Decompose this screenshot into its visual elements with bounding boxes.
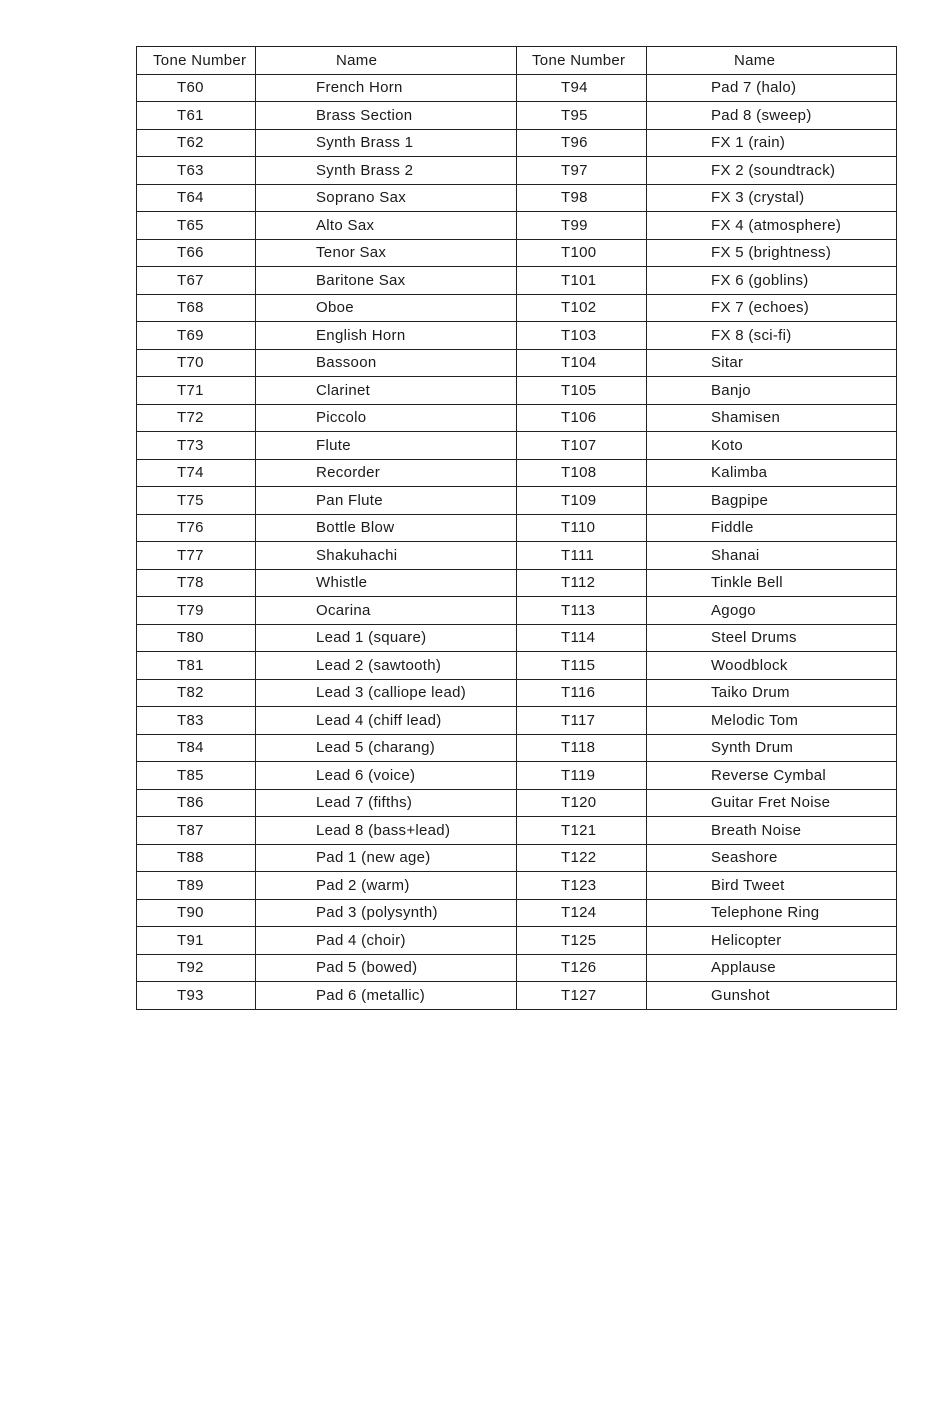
table-row [137, 377, 897, 405]
tone-number-left: T64 [137, 184, 256, 212]
table-row [137, 789, 897, 817]
tone-name-left: Lead 6 (voice) [256, 762, 517, 790]
tone-name-right: Gunshot [647, 982, 897, 1010]
tone-number-left: T78 [137, 569, 256, 597]
table-row [137, 707, 897, 735]
tone-name-left: Lead 4 (chiff lead) [256, 707, 517, 735]
table-row [137, 734, 897, 762]
tone-name-right: FX 5 (brightness) [647, 239, 897, 267]
tone-name-right: FX 3 (crystal) [647, 184, 897, 212]
tone-number-right: T101 [517, 267, 647, 295]
tone-number-left: T92 [137, 954, 256, 982]
tone-name-right: Pad 7 (halo) [647, 74, 897, 102]
tone-name-left: Pad 4 (choir) [256, 927, 517, 955]
tone-number-left: T85 [137, 762, 256, 790]
tone-number-right: T110 [517, 514, 647, 542]
tone-number-right: T99 [517, 212, 647, 240]
tone-name-right: FX 6 (goblins) [647, 267, 897, 295]
table-row [137, 74, 897, 102]
table-body [137, 74, 897, 1009]
tone-number-right: T123 [517, 872, 647, 900]
tone-number-right: T121 [517, 817, 647, 845]
table-row [137, 762, 897, 790]
tone-number-left: T82 [137, 679, 256, 707]
tone-name-left: Oboe [256, 294, 517, 322]
tone-name-left: Lead 5 (charang) [256, 734, 517, 762]
table-row [137, 184, 897, 212]
tone-number-right: T111 [517, 542, 647, 570]
table-row [137, 817, 897, 845]
tone-name-right: Shamisen [647, 404, 897, 432]
tone-name-left: Pad 2 (warm) [256, 872, 517, 900]
tone-name-left: Recorder [256, 459, 517, 487]
tone-name-left: Piccolo [256, 404, 517, 432]
tone-number-right: T113 [517, 597, 647, 625]
tone-name-right: Reverse Cymbal [647, 762, 897, 790]
table-row [137, 927, 897, 955]
tone-number-right: T97 [517, 157, 647, 185]
tone-name-right: Steel Drums [647, 624, 897, 652]
header-name-right: Name [647, 47, 897, 75]
table-header [137, 47, 897, 75]
tone-name-left: Tenor Sax [256, 239, 517, 267]
header-tone-number-left: Tone Number [137, 47, 256, 75]
table-row [137, 459, 897, 487]
tone-name-left: Bassoon [256, 349, 517, 377]
table-row [137, 514, 897, 542]
tone-number-left: T93 [137, 982, 256, 1010]
tone-name-right: FX 7 (echoes) [647, 294, 897, 322]
tone-number-right: T115 [517, 652, 647, 680]
tone-name-left: Synth Brass 2 [256, 157, 517, 185]
tone-name-left: Pad 1 (new age) [256, 844, 517, 872]
tone-number-left: T71 [137, 377, 256, 405]
tone-number-left: T84 [137, 734, 256, 762]
tone-number-left: T88 [137, 844, 256, 872]
tone-number-right: T122 [517, 844, 647, 872]
table-row [137, 624, 897, 652]
table-row [137, 102, 897, 130]
tone-number-left: T89 [137, 872, 256, 900]
tone-name-right: Banjo [647, 377, 897, 405]
tone-name-left: Whistle [256, 569, 517, 597]
tone-number-right: T114 [517, 624, 647, 652]
table-row [137, 899, 897, 927]
tone-number-left: T66 [137, 239, 256, 267]
tone-name-left: Lead 7 (fifths) [256, 789, 517, 817]
tone-number-right: T98 [517, 184, 647, 212]
header-tone-number-right: Tone Number [517, 47, 647, 75]
tone-number-right: T94 [517, 74, 647, 102]
tone-name-right: FX 8 (sci-fi) [647, 322, 897, 350]
table-row [137, 432, 897, 460]
table-row [137, 294, 897, 322]
tone-number-right: T116 [517, 679, 647, 707]
tone-name-right: FX 4 (atmosphere) [647, 212, 897, 240]
tone-number-right: T108 [517, 459, 647, 487]
tone-name-right: Agogo [647, 597, 897, 625]
table-row [137, 679, 897, 707]
table-row [137, 844, 897, 872]
table-row [137, 212, 897, 240]
tone-name-right: Telephone Ring [647, 899, 897, 927]
tone-name-right: Tinkle Bell [647, 569, 897, 597]
tone-name-left: Soprano Sax [256, 184, 517, 212]
tone-number-right: T119 [517, 762, 647, 790]
tone-number-left: T91 [137, 927, 256, 955]
tone-number-right: T106 [517, 404, 647, 432]
tone-name-right: Fiddle [647, 514, 897, 542]
tone-name-right: Bagpipe [647, 487, 897, 515]
tone-name-right: Koto [647, 432, 897, 460]
table-row [137, 129, 897, 157]
tone-number-right: T118 [517, 734, 647, 762]
tone-name-right: Breath Noise [647, 817, 897, 845]
tone-number-left: T60 [137, 74, 256, 102]
tone-number-right: T125 [517, 927, 647, 955]
tone-name-left: Alto Sax [256, 212, 517, 240]
tone-number-right: T127 [517, 982, 647, 1010]
tone-name-left: Pad 3 (polysynth) [256, 899, 517, 927]
tone-name-right: Kalimba [647, 459, 897, 487]
tone-name-left: Lead 3 (calliope lead) [256, 679, 517, 707]
tone-name-left: Shakuhachi [256, 542, 517, 570]
tone-number-left: T83 [137, 707, 256, 735]
table-row [137, 542, 897, 570]
tone-name-left: Synth Brass 1 [256, 129, 517, 157]
table-row [137, 157, 897, 185]
tone-name-left: Flute [256, 432, 517, 460]
tone-name-right: Melodic Tom [647, 707, 897, 735]
table-row [137, 982, 897, 1010]
tone-number-left: T79 [137, 597, 256, 625]
tone-name-left: Ocarina [256, 597, 517, 625]
tone-table [136, 46, 897, 1010]
tone-number-left: T68 [137, 294, 256, 322]
tone-name-right: Helicopter [647, 927, 897, 955]
table-row [137, 239, 897, 267]
table-row [137, 404, 897, 432]
tone-number-right: T96 [517, 129, 647, 157]
table-row [137, 487, 897, 515]
tone-number-right: T100 [517, 239, 647, 267]
tone-number-right: T124 [517, 899, 647, 927]
tone-name-left: Baritone Sax [256, 267, 517, 295]
tone-number-left: T76 [137, 514, 256, 542]
tone-number-right: T107 [517, 432, 647, 460]
tone-name-left: Brass Section [256, 102, 517, 130]
tone-number-right: T112 [517, 569, 647, 597]
tone-name-left: French Horn [256, 74, 517, 102]
tone-name-right: Woodblock [647, 652, 897, 680]
tone-number-right: T104 [517, 349, 647, 377]
tone-name-left: Lead 1 (square) [256, 624, 517, 652]
tone-number-left: T90 [137, 899, 256, 927]
tone-number-right: T105 [517, 377, 647, 405]
tone-name-left: Pad 5 (bowed) [256, 954, 517, 982]
tone-number-left: T87 [137, 817, 256, 845]
tone-number-right: T103 [517, 322, 647, 350]
tone-number-right: T95 [517, 102, 647, 130]
tone-number-left: T80 [137, 624, 256, 652]
tone-name-right: FX 2 (soundtrack) [647, 157, 897, 185]
tone-number-right: T109 [517, 487, 647, 515]
tone-number-left: T61 [137, 102, 256, 130]
tone-name-right: Taiko Drum [647, 679, 897, 707]
tone-name-right: Synth Drum [647, 734, 897, 762]
table-row [137, 349, 897, 377]
tone-number-left: T70 [137, 349, 256, 377]
tone-name-right: Shanai [647, 542, 897, 570]
tone-number-left: T72 [137, 404, 256, 432]
tone-number-left: T81 [137, 652, 256, 680]
tone-name-right: Applause [647, 954, 897, 982]
tone-name-right: Sitar [647, 349, 897, 377]
tone-name-right: Guitar Fret Noise [647, 789, 897, 817]
tone-number-left: T73 [137, 432, 256, 460]
header-name-left: Name [256, 47, 517, 75]
tone-name-left: Bottle Blow [256, 514, 517, 542]
table-row [137, 954, 897, 982]
header-row [137, 47, 897, 75]
table-row [137, 597, 897, 625]
tone-number-right: T126 [517, 954, 647, 982]
tone-name-left: Clarinet [256, 377, 517, 405]
tone-number-left: T74 [137, 459, 256, 487]
tone-name-left: English Horn [256, 322, 517, 350]
tone-number-right: T117 [517, 707, 647, 735]
tone-number-right: T120 [517, 789, 647, 817]
tone-number-left: T86 [137, 789, 256, 817]
tone-number-left: T62 [137, 129, 256, 157]
tone-number-right: T102 [517, 294, 647, 322]
tone-number-left: T65 [137, 212, 256, 240]
tone-name-left: Lead 2 (sawtooth) [256, 652, 517, 680]
table-row [137, 267, 897, 295]
table-row [137, 569, 897, 597]
table-row [137, 652, 897, 680]
tone-number-left: T77 [137, 542, 256, 570]
table-row [137, 322, 897, 350]
tone-name-left: Pad 6 (metallic) [256, 982, 517, 1010]
tone-number-left: T67 [137, 267, 256, 295]
table-row [137, 872, 897, 900]
tone-name-left: Pan Flute [256, 487, 517, 515]
tone-name-right: Bird Tweet [647, 872, 897, 900]
tone-number-left: T63 [137, 157, 256, 185]
tone-name-right: Seashore [647, 844, 897, 872]
tone-name-right: Pad 8 (sweep) [647, 102, 897, 130]
tone-number-left: T69 [137, 322, 256, 350]
tone-name-left: Lead 8 (bass+lead) [256, 817, 517, 845]
tone-name-right: FX 1 (rain) [647, 129, 897, 157]
tone-number-left: T75 [137, 487, 256, 515]
